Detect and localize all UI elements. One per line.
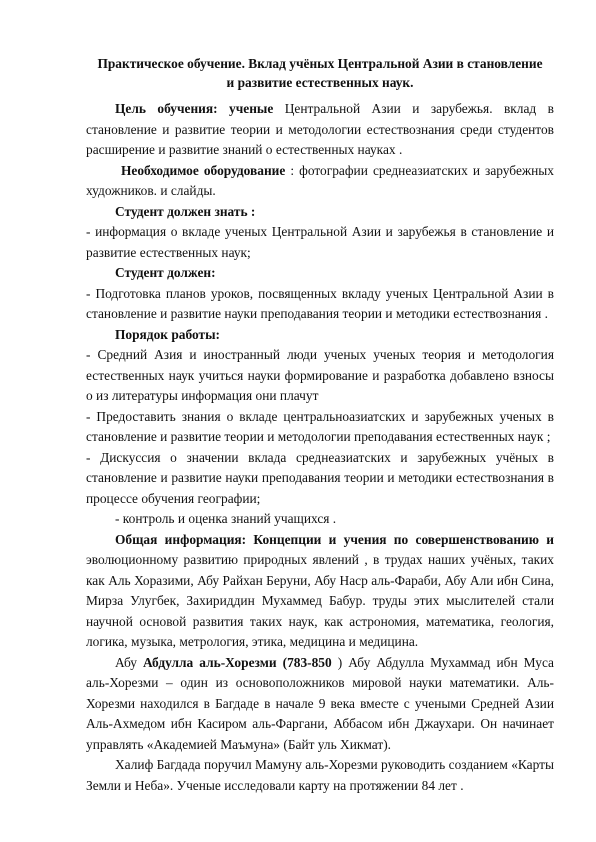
khorezmi-paragraph bbox=[86, 653, 554, 756]
khorezmi-text: ) Абу Абдулла Мухаммад ибн Муса аль-Хорезми – один из основоположников мировой науки математики. Аль-Хорезми находился в Багдаде в начале 9 века вместе с учеными Средней Азии Аль-Ахмедом ибн Касиром аль-Фаргани, Аббасом ибн Джаухари. Он начинает управлять «Академией Маъмуна» (Байт уль Хикмат). bbox=[86, 654, 554, 752]
equipment-label: Необходимое оборудование bbox=[121, 162, 286, 178]
title-line-2: и развитие естественных наук. bbox=[226, 75, 414, 90]
goal-paragraph bbox=[86, 99, 554, 161]
goal-text: Центральной Азии и зарубежья. вклад в становление и развитие теории и методологии естествознания среди студентов расширение и развитие знаний о естественных науках . bbox=[86, 101, 554, 157]
khorezmi-label: Абдулла аль-Хорезми (783-850 bbox=[143, 654, 332, 670]
must-heading: Студент должен: bbox=[115, 265, 216, 280]
general-info-text: эволюционному развитию природных явлений , в трудах наших учёных, таких как Аль Хоразими, Абу Райхан Беруни, Абу Наср аль-Фараби, Абу Али ибн Сина, Мирза Улугбек, Захириддин Мухаммед Бабур. труды этих мыслителей стали научной основой развития таких наук, как астрономия, математика, геология, логика, музыка, метрология, этика, медицина и медицина. bbox=[86, 552, 554, 649]
know-item: - информация о вкладе ученых Центральной Азии и зарубежья в становление и развитие естественных наук; bbox=[86, 224, 554, 260]
caliph-paragraph: Халиф Багдада поручил Мамуну аль-Хорезми руководить созданием «Карты Земли и Неба». Ученые исследовали карту на протяжении 84 лет . bbox=[86, 757, 554, 793]
equipment-text: : фотографии среднеазиатских и зарубежных художников. и слайды. bbox=[86, 162, 555, 198]
order-item-2: - Предоставить знания о вкладе центральноазиатских и зарубежных ученых в становление и развитие теории и методологии преподавания естественных наук ; bbox=[86, 408, 554, 444]
document-title bbox=[86, 54, 554, 92]
general-info-label: Общая информация: Концепции и учения по совершенствованию и bbox=[115, 531, 554, 547]
goal-label: Цель обучения: ученые bbox=[115, 101, 274, 116]
must-item: - Подготовка планов уроков, посвященных вкладу ученых Центральной Азии в становление и развитие науки преподавания теории и методики естествознания . bbox=[86, 285, 554, 321]
title-line-1: Практическое обучение. Вклад учёных Центральной Азии в становление bbox=[97, 56, 543, 71]
know-heading: Студент должен знать : bbox=[115, 203, 256, 219]
general-info-paragraph bbox=[86, 530, 554, 653]
equipment-paragraph bbox=[86, 161, 554, 202]
order-item-4: - контроль и оценка знаний учащихся . bbox=[115, 511, 337, 526]
order-heading: Порядок работы: bbox=[115, 326, 221, 342]
order-item-3: - Дискуссия о значении вклада среднеазиатских и зарубежных учёных в становление и развитие науки преподавания теории и методики естествознания в процессе обучения географии; bbox=[86, 449, 554, 506]
order-item-1: - Средний Азия и иностранный люди ученых ученых теория и методология естественных наук учиться науки формирование и разработка добавлено взносы о из литературы информация они плачут bbox=[86, 347, 554, 403]
khorezmi-prefix: Абу bbox=[115, 654, 144, 670]
